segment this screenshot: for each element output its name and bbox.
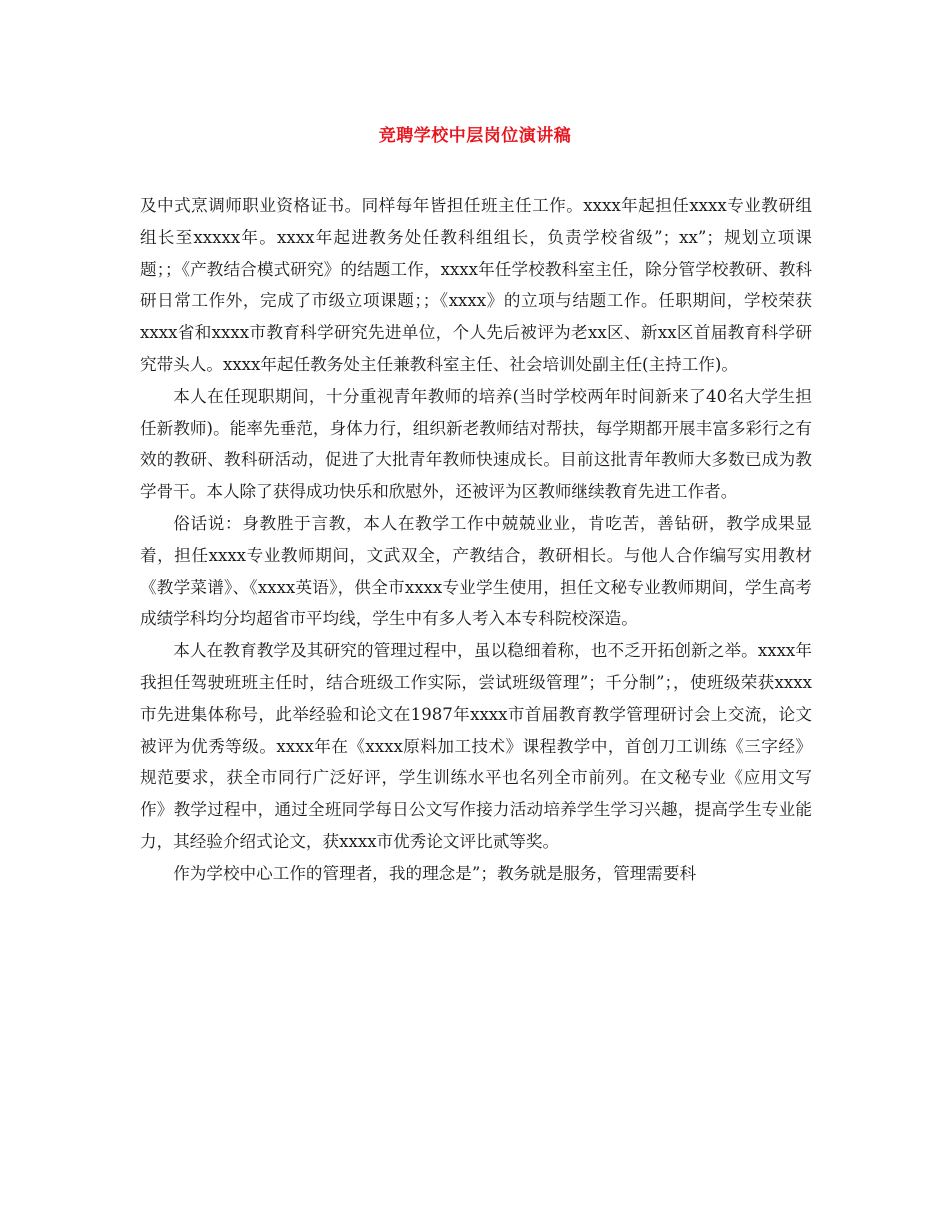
document-body <box>140 190 812 890</box>
document-title: 竞聘学校中层岗位演讲稿 <box>378 126 572 146</box>
paragraph: 俗话说：身教胜于言教，本人在教学工作中兢兢业业，肯吃苦，善钻研，教学成果显着，担任xxxx专业教师期间，文武双全，产教结合，教研相长。与他人合作编写实用教材《教学菜谱》、《xxxx英语》，供全市xxxx专业学生使用，担任文秘专业教师期间，学生高考成绩学科均分均超省市平均线，学生中有多人考入本专科院校深造。 <box>140 513 812 629</box>
paragraph: 本人在任现职期间，十分重视青年教师的培养(当时学校两年时间新来了40名大学生担任新教师)。能率先垂范，身体力行，组织新老教师结对帮扶，每学期都开展丰富多彩行之有效的教研、教科研活动，促进了大批青年教师快速成长。目前这批青年教师大多数已成为教学骨干。本人除了获得成功快乐和欣慰外，还被评为区教师继续教育先进工作者。 <box>140 386 812 502</box>
paragraph: 及中式烹调师职业资格证书。同样每年皆担任班主任工作。xxxx年起担任xxxx专业教研组组长至xxxxx年。xxxx年起进教务处任教科组组长，负责学校省级”；xx”；规划立项课题；；《产教结合模式研究》的结题工作，xxxx年任学校教科室主任，除分管学校教研、教科研日常工作外，完成了市级立项课题；；《xxxx》的立项与结题工作。任职期间，学校荣获xxxx省和xxxx市教育科学研究先进单位，个人先后被评为老xx区、新xx区首届教育科学研究带头人。xxxx年起任教务处主任兼教科室主任、社会培训处副主任(主持工作)。 <box>140 196 812 374</box>
paragraph: 本人在教育教学及其研究的管理过程中，虽以稳细着称，也不乏开拓创新之举。xxxx年我担任驾驶班班主任时，结合班级工作实际，尝试班级管理”；千分制”；，使班级荣获xxxx市先进集体称号，此举经验和论文在1987年xxxx市首届教育教学管理研讨会上交流，论文被评为优秀等级。xxxx年在《xxxx原料加工技术》课程教学中，首创刀工训练《三字经》规范要求，获全市同行广泛好评，学生训练水平也名列全市前列。在文秘专业《应用文写作》教学过程中，通过全班同学每日公文写作接力活动培养学生学习兴趣，提高学生专业能力，其经验介绍式论文，获xxxx市优秀论文评比贰等奖。 <box>140 641 812 851</box>
paragraph: 作为学校中心工作的管理者，我的理念是”；教务就是服务，管理需要科 <box>173 863 697 883</box>
